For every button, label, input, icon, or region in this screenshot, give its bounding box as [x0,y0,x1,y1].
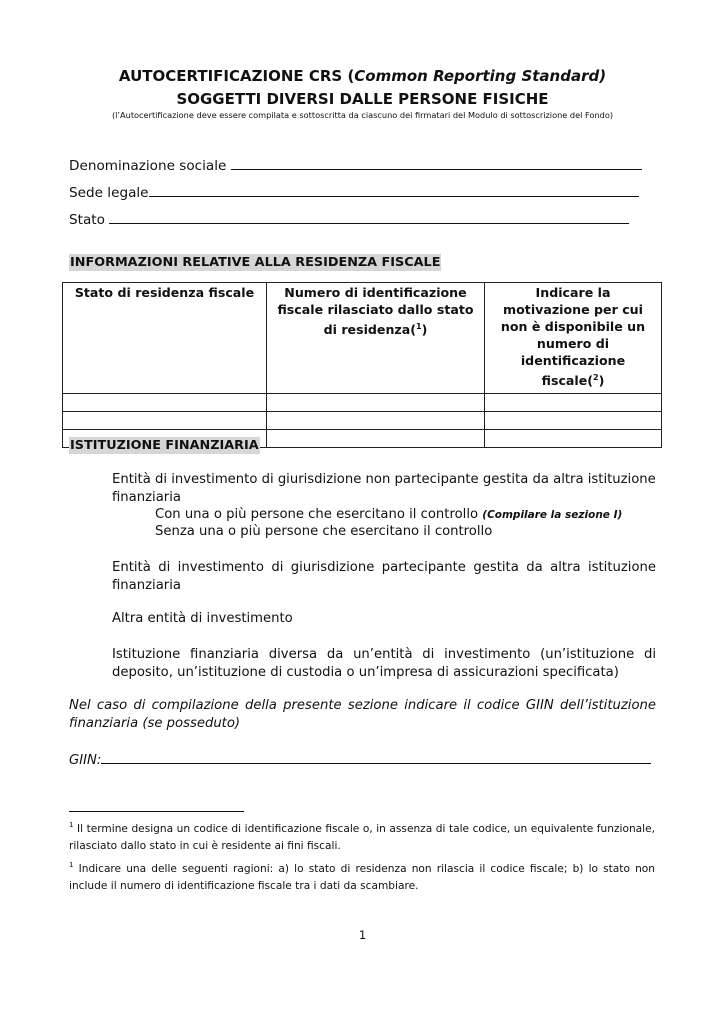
giin-field[interactable] [69,750,651,770]
footnote-2-text: Indicare una delle seguenti ragioni: a) lo stato di residenza non rilascia il codice fiscale; b) lo stato non include il numero di identificazione fiscale tra i dati da scambiare. [69,863,655,892]
table-header-row [63,283,662,394]
stato-label: Stato [69,212,105,228]
table-cell[interactable] [63,412,267,430]
option-senza-controllo: Senza una o più persone che esercitano il controllo [155,524,493,539]
col3-text: Indicare la motivazione per cui non è disponibile un numero di identificazione fiscale( [500,285,646,388]
sede-label: Sede legale [69,185,149,201]
denominazione-line[interactable] [231,156,642,170]
giin-label: GIIN: [69,753,102,768]
table-cell[interactable] [267,412,485,430]
table-cell[interactable] [485,394,662,412]
table-cell[interactable] [267,394,485,412]
col2-text: Numero di identificazione fiscale rilasciato dallo stato di residenza( [277,285,474,337]
document-subtitle: SOGGETTI DIVERSI DALLE PERSONE FISICHE [176,90,549,108]
option-con-controllo [155,506,655,525]
footnote-1-text: Il termine designa un codice di identificazione fiscale o, in assenza di tale codice, un equivalente funzionale, rilasciato dallo stato in cui è residente ai fini fiscali. [69,823,655,852]
table-cell[interactable] [485,430,662,448]
footnote-separator [69,811,244,812]
denominazione-label: Denominazione sociale [69,158,227,174]
col3-sup: 2 [593,373,599,382]
table-cell[interactable] [63,394,267,412]
col3-end: ) [598,373,605,388]
title-italic: Common Reporting Standard) [354,67,607,85]
footnote-1-mark: 1 [69,821,74,829]
residenza-heading: INFORMAZIONI RELATIVE ALLA RESIDENZA FISCALE [70,255,441,270]
col-stato-residenza: Stato di residenza fiscale [63,283,267,394]
col2-sup: 1 [416,322,422,331]
footnote-2 [69,857,655,894]
footnote-2-mark: 1 [69,861,74,869]
document-title [0,67,725,85]
option-con-controllo-label: Con una o più persone che esercitano il controllo [155,507,479,522]
option-istituzione-diversa: Istituzione finanziaria diversa da un’entità di investimento (un’istituzione di deposito, un’istituzione di custodia o un’impresa di assicurazioni specificata) [112,647,656,680]
page-number: 1 [358,928,367,942]
title-main: AUTOCERTIFICAZIONE CRS ( [118,67,355,85]
table-row [63,412,662,430]
giin-line[interactable] [101,750,651,764]
instruction-note: (l’Autocertificazione deve essere compilata e sottoscritta da ciascuno dei firmatari del Modulo di sottoscrizione del Fondo) [111,110,614,120]
option-partecipante: Entità di investimento di giurisdizione partecipante gestita da altra istituzione finanziaria [112,560,656,593]
footnote-1 [69,817,655,854]
istituzione-heading: ISTITUZIONE FINANZIARIA [70,438,259,453]
residenza-table [62,282,662,448]
col-numero-identificazione [267,283,485,394]
table-cell[interactable] [485,412,662,430]
sede-line[interactable] [149,183,639,197]
col-motivazione [485,283,662,394]
table-row [63,394,662,412]
giin-instruction: Nel caso di compilazione della presente sezione indicare il codice GIIN dell’istituzione finanziaria (se posseduto) [69,698,656,731]
option-altra-entita: Altra entità di investimento [112,611,293,626]
denominazione-field[interactable] [69,156,642,174]
option-non-partecipante: Entità di investimento di giurisdizione non partecipante gestita da altra istituzione finanziaria [112,472,656,505]
sede-field[interactable] [69,183,639,201]
stato-field[interactable] [69,210,629,228]
compilare-note: (Compilare la sezione I) [482,509,623,521]
col2-end: ) [421,322,428,337]
table-cell[interactable] [267,430,485,448]
stato-line[interactable] [109,210,629,224]
